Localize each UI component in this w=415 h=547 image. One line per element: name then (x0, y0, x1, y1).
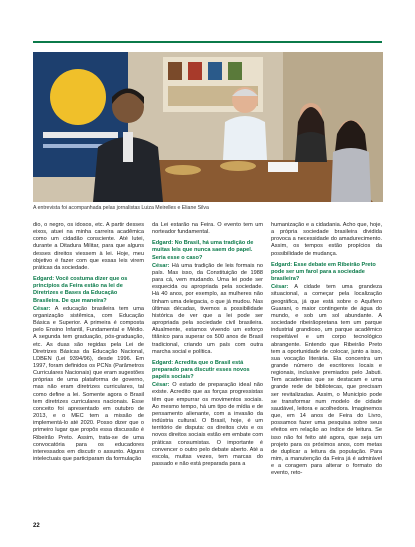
interview-photo-illustration (33, 52, 383, 202)
paragraph: da Lei estarão na Feira. O evento tem um norteador fundamental. (152, 222, 263, 236)
article-column-3 (271, 222, 382, 532)
interview-question: Edgard: Acredita que o Brasil está preparado para discutir esses novos papéis sociais? (152, 359, 250, 381)
section-rule (33, 41, 382, 43)
interview-question: Edgard: Esse debate em Ribeirão Preto pode ser um farol para a sociedade brasileira? (271, 261, 376, 283)
article-column-2 (152, 222, 263, 532)
interview-answer (152, 382, 263, 468)
answer-text: O estado de preparação ideal não existe. Acredito que as forças progressistas têm que empurrar os movimentos sociais. Ao mesmo tempo, há um tipo de mídia e de pensamento alienante, com a invasão da indústria cultural. O Brasil, hoje, é um território de disputa: os direitos civis e os novos direitos sociais estão em embate com práticas consumistas. O importante é convencer o outro pelo debate aberto. Até a escola, muitas vezes, tem marcas do passado e não está preparada para a (152, 382, 263, 467)
article-body (33, 222, 383, 532)
interview-answer (271, 284, 382, 477)
page-number: 22 (33, 523, 40, 529)
paragraph: dio, o negro, os idosos, etc. A partir desses eixos, atuei na minha carreira acadêmica como um cidadão consciente. Até lutei, durante a Ditadura Militar, para que alguns desses direitos viessem à lei. Hoje, meu objetivo é fazer com que essas leis virem práticas da sociedade. (33, 222, 144, 271)
interview-answer (152, 263, 263, 356)
answer-text: Há uma tradição de leis formais no país. Mas isso, da Constituição de 1988 para cá, vem mudando. Uma lei pode ser esquecida ou apropriada pela sociedade. Há 40 anos, por exemplo, as mulheres não tinham uma delegacia, o que já mudou. Nas últimas décadas, tivemos a possibilidade histórica de ver que a lei pode ser apropriada pela sociedade civil brasileira. Atualmente, estamos vivendo um esforço titânico para superar os 500 anos de Brasil tradicional, criando um país com outra marcha social e política. (152, 262, 263, 355)
photo-caption: A entrevista foi acompanhada pelas jornalistas Luiza Meirelles e Eliane Silva (33, 205, 209, 211)
speaker-name: César: (271, 284, 289, 291)
answer-text: A cidade tem uma grandeza situacional, a começar pela localização geográfica, já que está sobre o Aquífero Guarani, o maior contingente de água do mundo, e sob um sol abundante. A sociedade ribeirãopretana tem um parque industrial grandioso, um parque acadêmico respeitável e um corpo tecnológico abrangente. Entendo que Ribeirão Preto tem a oportunidade de colocar, junto a isso, sua vocação literária. Ela concentra um grande número de escritores locais e regionais, inclusive premiados pelo Jabuti. Tem academias que se destacam e uma grande rede de bibliotecas, que precisam ser revitalizadas. Assim, o Município pode se transformar num modelo de cidade saudável, leitora e acolhedora. Imaginemos que, em 14 anos de Feira do Livro, possamos fazer uma pesquisa sobre seus efeitos em relação ao índice de leitura. Se isso não foi feito até agora, que seja um projeto para os próximos anos, com metas de duplicar a leitura da população. Para mim, a manutenção da Feira já é admirável e a coragem para alterar o formato do evento, reto- (271, 284, 382, 477)
paragraph: humanização e a cidadania. Acho que, hoje, a própria sociedade brasileira dividida provoca a necessidade do amadurecimento. Assim, os tempos estão propícios da possibilidade de mudança. (271, 222, 382, 257)
answer-text: A educação brasileira tem uma organização sistêmica, com Educação Básica e Superior. A primeira é composta pelo Ensino Infantil, Fundamental e Médio. A segunda tem graduação, pós-graduação, etc. As duas são regidas pela Lei de Diretrizes Básicas da Educação Nacional, LDBEN (Lei 9394/96), desde 1996. Em 1997, foram definidos os PCNs (Parâmetros Curriculares Nacionais) que eram sugestões próprias de uma plataforma de governo, mas não eram diretrizes curriculares, tal como define a lei. Somente agora o Brasil tem diretrizes curriculares nacionais. Esse conceito foi apresentado em outubro de 2013, e o MEC tem a missão de implementá-lo até 2020. Posso dizer que o primeiro lugar que propôs essa discussão é Ribeirão Preto. Assim, trata-se de uma convocatória para os educadores interessados em discutir o assunto. Alguns intelectuais que participaram da formulação (33, 305, 144, 462)
section-header (0, 30, 415, 40)
speaker-name: César: (152, 382, 170, 389)
interview-answer (33, 306, 144, 463)
interview-question: Edgard: Você costuma dizer que os princípios da Feira estão na lei de Diretrizes e Bases da Educação Brasileira. De que maneira? (33, 276, 128, 304)
speaker-name: César: (152, 262, 170, 269)
article-column-1 (33, 222, 144, 532)
interview-question: Edgard: No Brasil, há uma tradição de muitas leis que nunca saem do papel. Seria esse o caso? (152, 240, 254, 261)
interview-photo (33, 52, 383, 202)
speaker-name: César: (33, 305, 51, 312)
